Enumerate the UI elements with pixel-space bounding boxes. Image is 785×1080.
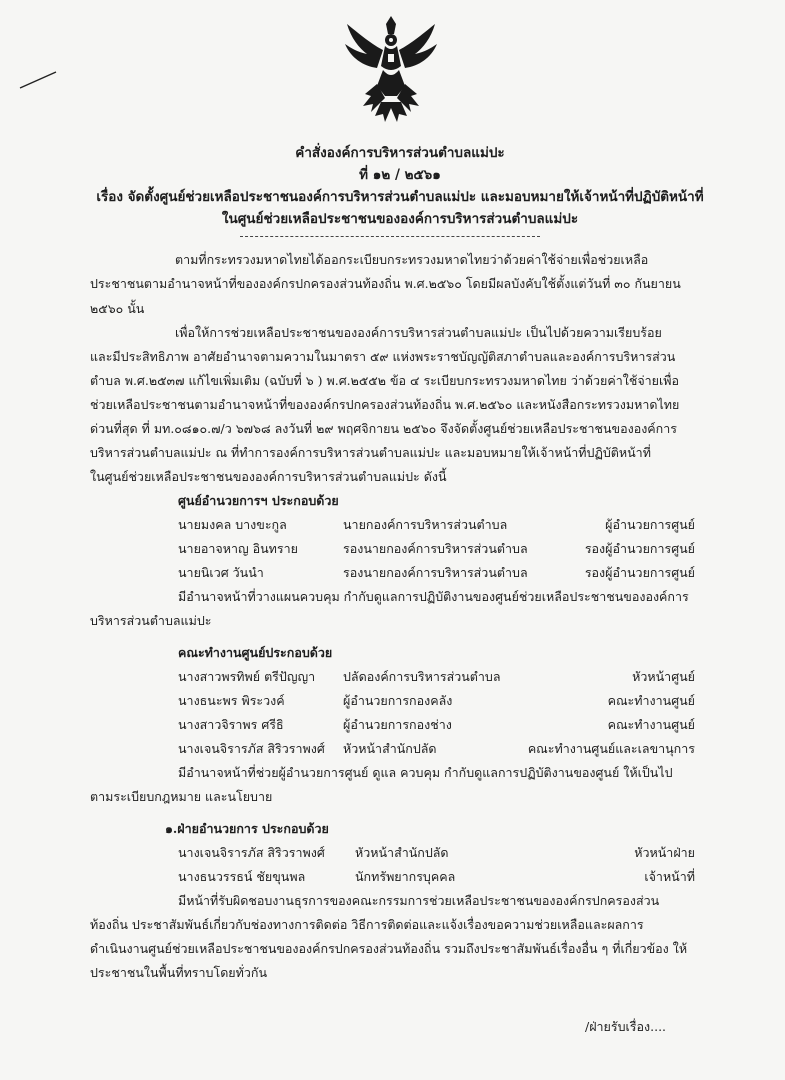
member-name: นายอาจหาญ อินทราย — [178, 541, 298, 556]
para2-line: ช่วยเหลือประชาชนตามอำนาจหน้าที่ขององค์กรปกครองส่วนท้องถิ่น พ.ศ.๒๕๖๐ และหนังสือกระทรวงมหาดไทย — [90, 397, 680, 412]
member-name: นางสาวจิราพร ศรีธิ — [178, 717, 284, 732]
section3-heading: ๑.ฝ่ายอำนวยการ ประกอบด้วย — [165, 821, 329, 836]
pen-stroke-mark — [18, 70, 58, 90]
para2-line: ในศูนย์ช่วยเหลือประชาชนขององค์การบริหารส่วนตำบลแม่ปะ ดังนี้ — [90, 469, 447, 484]
member-role: หัวหน้าฝ่าย — [634, 845, 695, 860]
order-subject-line-1: เรื่อง จัดตั้งศูนย์ช่วยเหลือประชาชนองค์การบริหารส่วนตำบลแม่ปะ และมอบหมายให้เจ้าหน้าที่ปฏิบัติหน้าที่ — [96, 189, 704, 205]
member-name: นางสาวพรทิพย์ ตรีปัญญา — [178, 669, 316, 684]
section1-heading: ศูนย์อำนวยการฯ ประกอบด้วย — [178, 493, 339, 508]
order-number: ที่ ๑๒ / ๒๕๖๑ — [359, 167, 441, 183]
para2-line: และมีประสิทธิภาพ อาศัยอำนาจตามความในมาตรา ๕๙ แห่งพระราชบัญญัติสภาตำบลและองค์การบริหารส่วน — [90, 349, 676, 364]
section3-duty: ท้องถิ่น ประชาสัมพันธ์เกี่ยวกับช่องทางการติดต่อ วิธีการติดต่อและแจ้งเรื่องขอความช่วยเหลือและผลการ — [90, 917, 644, 932]
member-position: หัวหน้าสำนักปลัด — [343, 741, 437, 756]
member-role: ผู้อำนวยการศูนย์ — [605, 517, 695, 532]
para1-line: ประชาชนตามอำนาจหน้าที่ขององค์กรปกครองส่วนท้องถิ่น พ.ศ.๒๕๖๐ โดยมีผลบังคับใช้ตั้งแต่วันที่ ๓๐ กันยายน — [90, 276, 681, 291]
member-role: เจ้าหน้าที่ — [644, 869, 695, 884]
section2-duty: มีอำนาจหน้าที่ช่วยผู้อำนวยการศูนย์ ดูแล ควบคุม กำกับดูแลการปฏิบัติงานของศูนย์ ให้เป็นไป — [178, 765, 673, 780]
member-name: นายนิเวศ วันนำ — [178, 565, 264, 580]
member-role: รองผู้อำนวยการศูนย์ — [584, 541, 695, 556]
member-role: คณะทำงานศูนย์ — [607, 717, 695, 732]
section2-duty: ตามระเบียบกฎหมาย และนโยบาย — [90, 789, 273, 804]
member-role: หัวหน้าศูนย์ — [632, 669, 695, 684]
member-name: นางธนวรรธน์ ชัยขุนพล — [178, 869, 306, 884]
section3-duty: ดำเนินงานศูนย์ช่วยเหลือประชาชนขององค์กรปกครองส่วนท้องถิ่น รวมถึงประชาสัมพันธ์เรื่องอื่น ๆ ที่เกี่ยวข้อง ให้ — [90, 941, 688, 956]
member-position: รองนายกองค์การบริหารส่วนตำบล — [343, 541, 528, 556]
section3-duty: ประชาชนในพื้นที่ทราบโดยทั่วกัน — [90, 965, 268, 980]
section3-duty: มีหน้าที่รับผิดชอบงานธุรการของคณะกรรมการช่วยเหลือประชาชนขององค์กรปกครองส่วน — [178, 893, 660, 908]
member-position: หัวหน้าสำนักปลัด — [355, 845, 449, 860]
para1-line: ๒๕๖๐ นั้น — [90, 301, 145, 316]
para2-line: เพื่อให้การช่วยเหลือประชาชนขององค์การบริหารส่วนตำบลแม่ปะ เป็นไปด้วยความเรียบร้อย — [175, 325, 662, 340]
order-title: คำสั่งองค์การบริหารส่วนตำบลแม่ปะ — [295, 145, 505, 161]
para2-line: ตำบล พ.ศ.๒๕๓๗ แก้ไขเพิ่มเติม (ฉบับที่ ๖ ) พ.ศ.๒๕๕๒ ข้อ ๔ ระเบียบกระทรวงมหาดไทย ว่าด้วยค่าใช้จ่ายเพื่อ — [90, 373, 680, 388]
member-position: ปลัดองค์การบริหารส่วนตำบล — [343, 669, 501, 684]
section1-duty: มีอำนาจหน้าที่วางแผนควบคุม กำกับดูแลการปฏิบัติงานของศูนย์ช่วยเหลือประชาชนขององค์การ — [178, 589, 689, 604]
member-position: ผู้อำนวยการกองคลัง — [343, 693, 453, 708]
member-role: คณะทำงานศูนย์ — [607, 693, 695, 708]
section1-duty: บริหารส่วนตำบลแม่ปะ — [90, 613, 212, 628]
member-position: ผู้อำนวยการกองช่าง — [343, 717, 452, 732]
section2-heading: คณะทำงานศูนย์ประกอบด้วย — [178, 645, 333, 660]
para2-line: บริหารส่วนตำบลแม่ปะ ณ ที่ทำการองค์การบริหารส่วนตำบลแม่ปะ และมอบหมายให้เจ้าหน้าที่ปฏิบัติหน้าที่ — [90, 445, 651, 460]
member-position: นักทรัพยากรบุคคล — [355, 869, 456, 884]
member-name: นายมงคล บางขะกูล — [178, 517, 287, 532]
continuation-marker: /ฝ่ายรับเรื่อง.... — [585, 1019, 667, 1034]
para1-line: ตามที่กระทรวงมหาดไทยได้ออกระเบียบกระทรวงมหาดไทยว่าด้วยค่าใช้จ่ายเพื่อช่วยเหลือ — [175, 252, 649, 267]
member-position: รองนายกองค์การบริหารส่วนตำบล — [343, 565, 528, 580]
member-name: นางเจนจิรารภัส สิริวราพงศ์ — [178, 845, 325, 860]
member-name: นางเจนจิรารภัส สิริวราพงศ์ — [178, 741, 325, 756]
order-subject-line-2: ในศูนย์ช่วยเหลือประชาชนขององค์การบริหารส่วนตำบลแม่ปะ — [221, 211, 579, 227]
member-role: รองผู้อำนวยการศูนย์ — [584, 565, 695, 580]
para2-line: ด่วนที่สุด ที่ มท.๐๘๑๐.๗/ว ๖๗๖๘ ลงวันที่ ๒๙ พฤศจิกายน ๒๕๖๐ จึงจัดตั้งศูนย์ช่วยเหลือประชาชนขององค์การ — [90, 421, 677, 436]
member-position: นายกองค์การบริหารส่วนตำบล — [343, 517, 508, 532]
member-name: นางธนะพร พิระวงค์ — [178, 693, 285, 708]
garuda-emblem-icon — [343, 14, 439, 126]
member-role: คณะทำงานศูนย์และเลขานุการ — [527, 741, 695, 756]
header-divider — [240, 236, 540, 237]
